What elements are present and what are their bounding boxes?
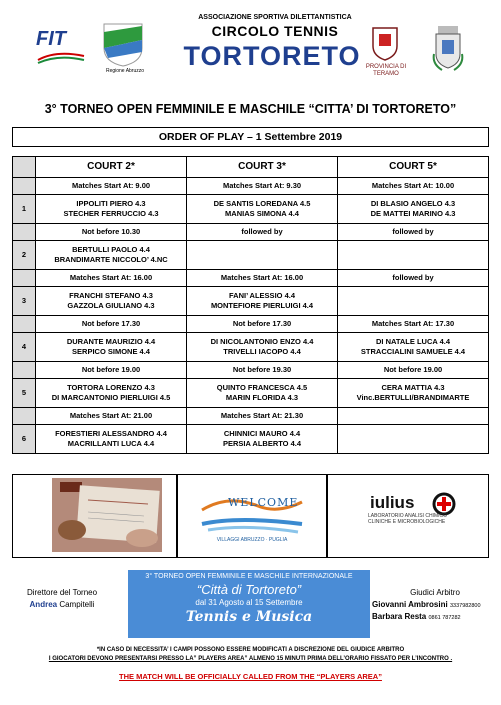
court-header-row — [13, 157, 489, 178]
provincia-crest-icon — [370, 24, 400, 62]
match-number: 2 — [13, 241, 36, 270]
director-label: Direttore del Torneo — [26, 588, 98, 597]
start-time-cell: Not before 10.30 — [36, 224, 187, 241]
referee-1 — [372, 600, 497, 609]
match-cell — [338, 241, 489, 270]
start-time-row — [13, 270, 489, 287]
director-last-name: Campitelli — [59, 600, 95, 609]
start-time-cell: Matches Start At: 17.30 — [338, 316, 489, 333]
referee-2 — [372, 612, 497, 621]
player: STECHER FERRUCCIO 4.3 — [63, 209, 159, 218]
player: FRANCHI STEFANO 4.3 — [69, 291, 153, 300]
referee-1-name: Giovanni Ambrosini — [372, 600, 448, 609]
corner-cell — [13, 157, 36, 178]
start-time-cell: Matches Start At: 10.00 — [338, 178, 489, 195]
club-name: CIRCOLO TENNIS — [211, 23, 339, 39]
town-logo: TORTORETO — [183, 41, 361, 71]
official-call-note: THE MATCH WILL BE OFFICIALLY CALLED FROM THE “PLAYERS AREA” — [119, 672, 382, 681]
start-time-row — [13, 316, 489, 333]
row-number-spacer — [13, 270, 36, 287]
player: GAZZOLA GIULIANO 4.3 — [67, 301, 155, 310]
referee-2-name: Barbara Resta — [372, 612, 427, 621]
start-time-cell: followed by — [338, 224, 489, 241]
match-cell — [338, 195, 489, 224]
referee-1-phone: 3337982800 — [449, 603, 481, 609]
player: Vinc.BERTULLI/BRANDIMARTE — [356, 393, 470, 402]
start-time-cell: Matches Start At: 21.30 — [187, 408, 338, 425]
court-header: COURT 5* — [338, 157, 489, 178]
page-title: 3° TORNEO OPEN FEMMINILE E MASCHILE “CITTA’ DI TORTORETO” — [44, 102, 457, 116]
match-cell — [36, 195, 187, 224]
player: QUINTO FRANCESCA 4.5 — [216, 383, 308, 392]
banner-line-3: dal 31 Agosto al 15 Settembre — [195, 598, 303, 607]
player: MARIN FLORIDA 4.3 — [225, 393, 299, 402]
match-row — [13, 241, 489, 270]
match-row — [13, 425, 489, 454]
player: MANIAS SIMONA 4.4 — [225, 209, 299, 218]
court-header: COURT 2* — [36, 157, 187, 178]
banner-line-1: 3° TORNEO OPEN FEMMINILE E MASCHILE INTERNAZIONALE — [145, 573, 353, 580]
player: SERPICO SIMONE 4.4 — [72, 347, 150, 356]
welcome-title: WELCOME — [228, 496, 299, 509]
match-cell — [36, 287, 187, 316]
start-time-row — [13, 362, 489, 379]
player: STRACCIALINI SAMUELE 4.4 — [360, 347, 466, 356]
player: PERSIA ALBERTO 4.4 — [222, 439, 302, 448]
row-number-spacer — [13, 408, 36, 425]
row-number-spacer — [13, 224, 36, 241]
match-cell — [338, 287, 489, 316]
player: TRIVELLI IACOPO 4.4 — [223, 347, 301, 356]
player: FORESTIERI ALESSANDRO 4.4 — [55, 429, 167, 438]
fit-logo-swoosh-icon — [36, 50, 86, 64]
player: DI NICOLANTONIO ENZO 4.4 — [210, 337, 314, 346]
match-number: 6 — [13, 425, 36, 454]
match-number: 4 — [13, 333, 36, 362]
player: BRANDIMARTE NICCOLO’ 4.NC — [54, 255, 168, 264]
match-cell — [187, 425, 338, 454]
start-time-cell: Matches Start At: 16.00 — [187, 270, 338, 287]
player: MONTEFIORE PIERLUIGI 4.4 — [210, 301, 314, 310]
fit-logo: FIT — [36, 28, 66, 50]
match-cell — [36, 425, 187, 454]
player: BERTULLI PAOLO 4.4 — [72, 245, 150, 254]
players-area-note: I GIOCATORI DEVONO PRESENTARSI PRESSO LA” PLAYERS AREA” ALMENO 15 MINUTI PRIMA DELL’ORARIO FISSATO PER L’INCONTRO . — [48, 656, 453, 662]
referee-2-phone: 0861 787282 — [428, 615, 461, 621]
row-number-spacer — [13, 316, 36, 333]
start-time-cell: Not before 17.30 — [36, 316, 187, 333]
start-time-row — [13, 178, 489, 195]
restaurant-sponsor-photo-icon — [52, 478, 162, 552]
start-time-cell — [338, 408, 489, 425]
player: DE MATTEI MARINO 4.3 — [370, 209, 456, 218]
match-cell — [36, 241, 187, 270]
player: TORTORA LORENZO 4.3 — [67, 383, 155, 392]
match-number: 3 — [13, 287, 36, 316]
player: FANI’ ALESSIO 4.4 — [229, 291, 295, 300]
banner-line-2: “Città di Tortoreto” — [196, 582, 302, 597]
match-cell — [338, 379, 489, 408]
region-caption: Regione Abruzzo — [105, 68, 145, 74]
director-first-name: Andrea — [29, 600, 58, 609]
start-time-cell: followed by — [187, 224, 338, 241]
iulius-logo: iulius — [370, 493, 415, 512]
regione-abruzzo-logo-icon — [100, 22, 146, 68]
referee-label: Giudici Arbitro — [410, 588, 460, 597]
match-cell — [187, 379, 338, 408]
welcome-villaggi-logo — [198, 490, 305, 546]
order-of-play-heading: ORDER OF PLAY – 1 Settembre 2019 — [12, 127, 489, 147]
player: IPPOLITI PIERO 4.3 — [76, 199, 146, 208]
court-change-note: *IN CASO DI NECESSITA’ I CAMPI POSSONO ESSERE MODIFICATI A DISCREZIONE DEL GIUDICE ARBITRO — [96, 647, 405, 653]
match-cell — [187, 287, 338, 316]
welcome-subtitle: VILLAGGI ABRUZZO · PUGLIA — [216, 537, 288, 543]
match-cell — [338, 425, 489, 454]
match-cell — [338, 333, 489, 362]
player: DI MARCANTONIO PIERLUIGI 4.5 — [51, 393, 171, 402]
player: DI NATALE LUCA 4.4 — [375, 337, 451, 346]
director-name — [12, 600, 112, 609]
province-caption: PROVINCIA DI TERAMO — [365, 64, 407, 77]
start-time-cell: Not before 19.00 — [338, 362, 489, 379]
schedule-table — [12, 156, 489, 454]
association-name: ASSOCIAZIONE SPORTIVA DILETTANTISTICA — [198, 14, 352, 21]
match-cell — [187, 241, 338, 270]
match-number: 1 — [13, 195, 36, 224]
player: CHINNICI MAURO 4.4 — [223, 429, 301, 438]
match-number: 5 — [13, 379, 36, 408]
start-time-cell: Matches Start At: 21.00 — [36, 408, 187, 425]
laboratory-caption: LABORATORIO ANALISI CHIMICO CLINICHE E MICROBIOLOGICHE — [368, 513, 447, 525]
player: DURANTE MAURIZIO 4.4 — [66, 337, 156, 346]
start-time-cell: Not before 19.00 — [36, 362, 187, 379]
match-cell — [36, 333, 187, 362]
match-row — [13, 195, 489, 224]
start-time-cell: Not before 19.30 — [187, 362, 338, 379]
match-cell — [187, 333, 338, 362]
court-header: COURT 3* — [187, 157, 338, 178]
start-time-cell: Matches Start At: 9.30 — [187, 178, 338, 195]
match-row — [13, 379, 489, 408]
tournament-banner — [128, 570, 370, 638]
municipality-crest-icon — [432, 24, 464, 72]
player: DE SANTIS LOREDANA 4.5 — [213, 199, 311, 208]
banner-line-4: Tennis e Musica — [185, 609, 313, 625]
player: CERA MATTIA 4.3 — [381, 383, 445, 392]
start-time-cell: followed by — [338, 270, 489, 287]
player: DI BLASIO ANGELO 4.3 — [370, 199, 456, 208]
match-cell — [187, 195, 338, 224]
start-time-row — [13, 224, 489, 241]
match-row — [13, 287, 489, 316]
start-time-cell: Matches Start At: 9.00 — [36, 178, 187, 195]
start-time-cell: Matches Start At: 16.00 — [36, 270, 187, 287]
match-cell — [36, 379, 187, 408]
player: MACRILLANTI LUCA 4.4 — [67, 439, 155, 448]
row-number-spacer — [13, 362, 36, 379]
match-row — [13, 333, 489, 362]
start-time-row — [13, 408, 489, 425]
row-number-spacer — [13, 178, 36, 195]
start-time-cell: Not before 17.30 — [187, 316, 338, 333]
